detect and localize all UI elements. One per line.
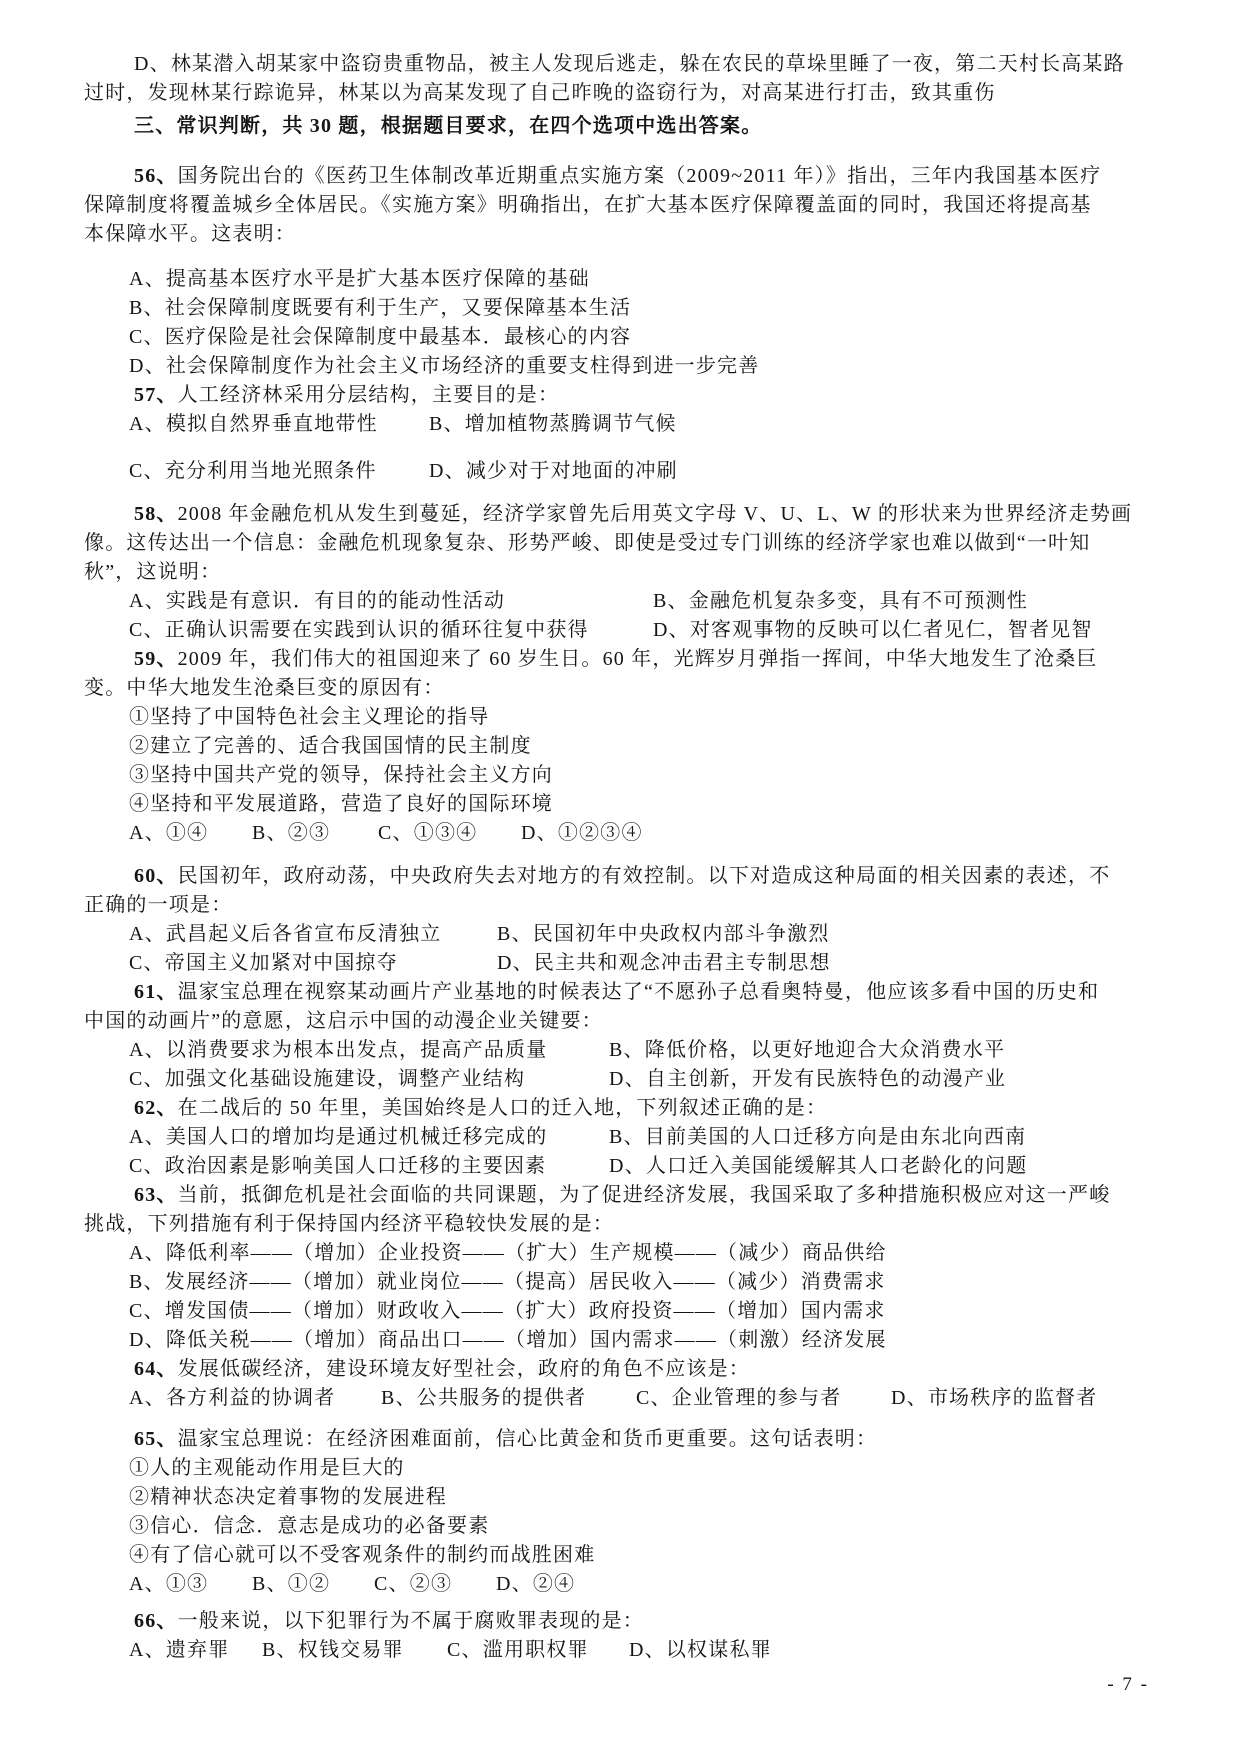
q58-stem-text-1: 2008 年金融危机从发生到蔓延，经济学家曾先后用英文字母 V、U、L、W 的形状来为世界经济走势画 (177, 503, 1133, 525)
q64-option-a: A、各方利益的协调者 (129, 1387, 336, 1409)
q61-option-b: B、降低价格，以更好地迎合大众消费水平 (609, 1039, 1006, 1061)
q58-options-row-1 (84, 587, 1162, 616)
q61-options-row-1 (84, 1036, 1162, 1065)
q60-option-d: D、民主共和观念冲击君主专制思想 (497, 952, 831, 974)
exam-content (84, 50, 1162, 1665)
q59-item-1: ①坚持了中国特色社会主义理论的指导 (129, 706, 490, 728)
q61-option-d: D、自主创新，开发有民族特色的动漫产业 (609, 1068, 1007, 1090)
q60-stem-line-2: 正确的一项是： (84, 894, 233, 916)
q60-options-row-1 (84, 920, 1162, 949)
q57-option-b: B、增加植物蒸腾调节气候 (429, 413, 677, 435)
q64-options-row (84, 1384, 1162, 1413)
q62-stem-text-1: 在二战后的 50 年里，美国始终是人口的迁入地，下列叙述正确的是： (177, 1097, 828, 1119)
q61-options-row-2 (84, 1065, 1162, 1094)
q58-stem-line-1 (84, 500, 1162, 529)
q58-option-b: B、金融危机复杂多变，具有不可预测性 (653, 590, 1028, 612)
q65-item-2: ②精神状态决定着事物的发展进程 (129, 1486, 447, 1508)
q58-option-d: D、对客观事物的反映可以仁者见仁，智者见智 (653, 619, 1093, 641)
q62-option-c: C、政治因素是影响美国人口迁移的主要因素 (129, 1155, 547, 1177)
q60-options-row-2 (84, 949, 1162, 978)
q63-option-d: D、降低关税——（增加）商品出口——（增加）国内需求——（刺激）经济发展 (129, 1329, 887, 1351)
q66-options-row (84, 1636, 1162, 1665)
q65-option-a: A、①③ (129, 1573, 209, 1595)
q62-stem-line-1 (84, 1094, 1162, 1123)
q61-stem-line-1 (84, 978, 1162, 1007)
q60-option-b: B、民国初年中央政权内部斗争激烈 (497, 923, 830, 945)
q59-item-4: ④坚持和平发展道路，营造了良好的国际环境 (129, 793, 553, 815)
q64-number: 64、 (134, 1358, 178, 1380)
q57-options-row-1 (84, 410, 1162, 439)
q63-option-c: C、增发国债——（增加）财政收入——（扩大）政府投资——（增加）国内需求 (129, 1300, 886, 1322)
q57-stem-line-1 (84, 381, 1162, 410)
q65-item-4: ④有了信心就可以不受客观条件的制约而战胜困难 (129, 1544, 596, 1566)
section-heading: 三、常识判断，共 30 题，根据题目要求，在四个选项中选出答案。 (134, 115, 763, 137)
prev-question-option-d-line-2: 过时，发现林某行踪诡异，林某以为高某发现了自己昨晚的盗窃行为，对高某进行打击，致其重伤 (84, 82, 996, 104)
q66-number: 66、 (134, 1610, 178, 1632)
q65-item-1: ①人的主观能动作用是巨大的 (129, 1457, 405, 1479)
q64-stem-line-1 (84, 1355, 1162, 1384)
q65-stem-line-1 (84, 1425, 1162, 1454)
q60-option-a: A、武昌起义后各省宣布反清独立 (129, 923, 442, 945)
q60-option-c: C、帝国主义加紧对中国掠夺 (129, 952, 398, 974)
q63-stem-line-2: 挑战，下列措施有利于保持国内经济平稳较快发展的是： (84, 1213, 614, 1235)
q65-item-3: ③信心．信念．意志是成功的必备要素 (129, 1515, 490, 1537)
q64-option-d: D、市场秩序的监督者 (891, 1387, 1098, 1409)
q65-stem-text-1: 温家宝总理说：在经济困难面前，信心比黄金和货币更重要。这句话表明： (177, 1428, 878, 1450)
q63-stem-line-1 (84, 1181, 1162, 1210)
q57-options-row-2 (84, 457, 1162, 486)
q56-option-c: C、医疗保险是社会保障制度中最基本．最核心的内容 (129, 326, 632, 348)
q61-stem-text-1: 温家宝总理在视察某动画片产业基地的时候表达了“不愿孙子总看奥特曼，他应该多看中国的历史和 (177, 981, 1100, 1003)
q62-option-d: D、人口迁入美国能缓解其人口老龄化的问题 (609, 1155, 1028, 1177)
q59-stem-line-1 (84, 645, 1162, 674)
q59-number: 59、 (134, 648, 178, 670)
q59-option-a: A、①④ (129, 822, 209, 844)
q60-stem-line-1 (84, 862, 1162, 891)
q56-stem-line-3: 本保障水平。这表明： (84, 223, 296, 245)
q58-stem-line-2: 像。这传达出一个信息：金融危机现象复杂、形势严峻、即使是受过专门训练的经济学家也难以做到“一叶知 (84, 532, 1091, 554)
q64-option-c: C、企业管理的参与者 (636, 1387, 842, 1409)
q57-stem-text-1: 人工经济林采用分层结构，主要目的是： (177, 384, 560, 406)
q56-option-d: D、社会保障制度作为社会主义市场经济的重要支柱得到进一步完善 (129, 355, 760, 377)
q58-options-row-2 (84, 616, 1162, 645)
q59-option-b: B、②③ (252, 822, 331, 844)
prev-question-option-d-line-1: D、林某潜入胡某家中盗窃贵重物品，被主人发现后逃走，躲在农民的草垛里睡了一夜，第二天村长高某路 (134, 53, 1125, 75)
q62-options-row-2 (84, 1152, 1162, 1181)
q56-stem-line-1 (84, 162, 1162, 191)
q57-option-d: D、减少对于对地面的冲刷 (429, 460, 678, 482)
q57-option-a: A、模拟自然界垂直地带性 (129, 413, 378, 435)
q66-option-c: C、滥用职权罪 (447, 1639, 589, 1661)
q65-option-c: C、②③ (374, 1573, 453, 1595)
q66-option-a: A、遗弃罪 (129, 1639, 230, 1661)
q56-number: 56、 (134, 165, 178, 187)
q59-option-c: C、①③④ (378, 822, 478, 844)
q66-stem-line-1 (84, 1607, 1162, 1636)
q59-item-3: ③坚持中国共产党的领导，保持社会主义方向 (129, 764, 553, 786)
q57-number: 57、 (134, 384, 178, 406)
q62-number: 62、 (134, 1097, 178, 1119)
q56-stem-text-1: 国务院出台的《医药卫生体制改革近期重点实施方案（2009~2011 年）》指出，三年内我国基本医疗 (177, 165, 1102, 187)
q65-option-b: B、①② (252, 1573, 331, 1595)
q58-stem-line-3: 秋”，这说明： (84, 561, 222, 583)
q56-option-a: A、提高基本医疗水平是扩大基本医疗保障的基础 (129, 268, 590, 290)
q64-stem-text-1: 发展低碳经济，建设环境友好型社会，政府的角色不应该是： (177, 1358, 751, 1380)
q64-option-b: B、公共服务的提供者 (381, 1387, 587, 1409)
q63-option-b: B、发展经济——（增加）就业岗位——（提高）居民收入——（减少）消费需求 (129, 1271, 886, 1293)
q58-option-a: A、实践是有意识．有目的的能动性活动 (129, 590, 506, 612)
q61-option-a: A、以消费要求为根本出发点，提高产品质量 (129, 1039, 548, 1061)
q62-option-a: A、美国人口的增加均是通过机械迁移完成的 (129, 1126, 548, 1148)
q59-stem-line-2: 变。中华大地发生沧桑巨变的原因有： (84, 677, 445, 699)
q61-stem-line-2: 中国的动画片”的意愿，这启示中国的动漫企业关键要： (84, 1010, 603, 1032)
q66-option-b: B、权钱交易罪 (262, 1639, 404, 1661)
q56-stem-line-2: 保障制度将覆盖城乡全体居民。《实施方案》明确指出，在扩大基本医疗保障覆盖面的同时，我国还将提高基 (84, 194, 1092, 216)
q62-options-row-1 (84, 1123, 1162, 1152)
q62-option-b: B、目前美国的人口迁移方向是由东北向西南 (609, 1126, 1027, 1148)
q63-option-a: A、降低利率——（增加）企业投资——（扩大）生产规模——（减少）商品供给 (129, 1242, 887, 1264)
q59-options-row (84, 819, 1162, 848)
q59-option-d: D、①②③④ (521, 822, 643, 844)
q60-stem-text-1: 民国初年，政府动荡，中央政府失去对地方的有效控制。以下对造成这种局面的相关因素的表述，不 (177, 865, 1111, 887)
q65-number: 65、 (134, 1428, 178, 1450)
q57-option-c: C、充分利用当地光照条件 (129, 460, 377, 482)
q60-number: 60、 (134, 865, 178, 887)
q63-number: 63、 (134, 1184, 178, 1206)
q65-option-d: D、②④ (496, 1573, 576, 1595)
q59-item-2: ②建立了完善的、适合我国国情的民主制度 (129, 735, 532, 757)
q66-stem-text-1: 一般来说，以下犯罪行为不属于腐败罪表现的是： (177, 1610, 645, 1632)
q56-option-b: B、社会保障制度既要有利于生产，又要保障基本生活 (129, 297, 632, 319)
q61-number: 61、 (134, 981, 178, 1003)
q58-option-c: C、正确认识需要在实践到认识的循环往复中获得 (129, 619, 589, 641)
q61-option-c: C、加强文化基础设施建设，调整产业结构 (129, 1068, 526, 1090)
q58-number: 58、 (134, 503, 178, 525)
q63-stem-text-1: 当前，抵御危机是社会面临的共同课题，为了促进经济发展，我国采取了多种措施积极应对这一严峻 (177, 1184, 1111, 1206)
q66-option-d: D、以权谋私罪 (629, 1639, 772, 1661)
q65-options-row (84, 1570, 1162, 1599)
q59-stem-text-1: 2009 年，我们伟大的祖国迎来了 60 岁生日。60 年，光辉岁月弹指一挥间，中华大地发生了沧桑巨 (177, 648, 1098, 670)
page-number: - 7 - (1107, 1674, 1149, 1695)
